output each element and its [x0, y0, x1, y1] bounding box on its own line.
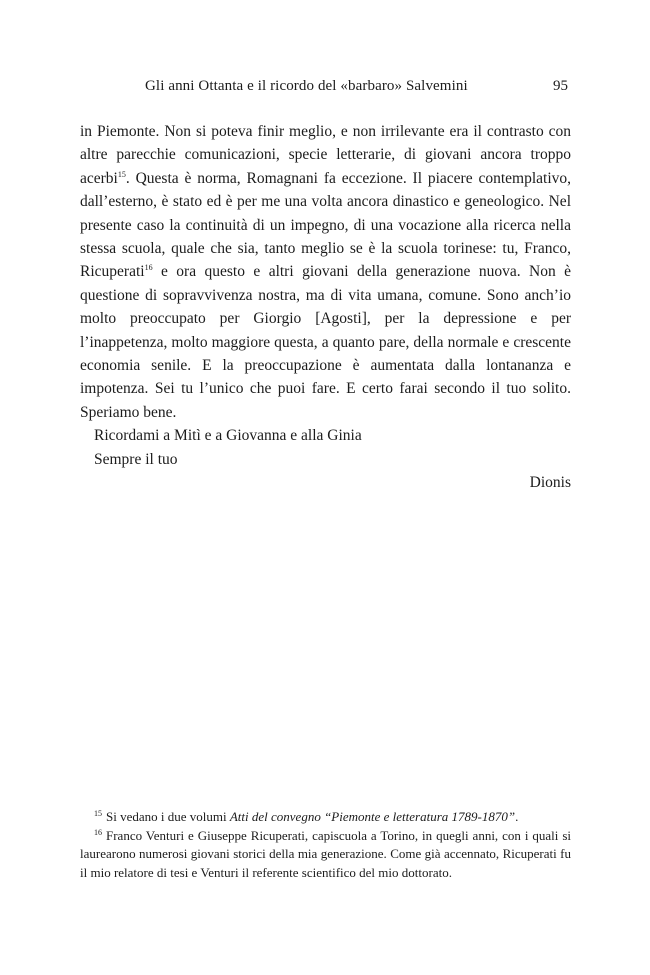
- footnote-ref-15: 15: [117, 169, 126, 179]
- footnote-number: 16: [94, 827, 102, 837]
- footnote-ref-16: 16: [144, 263, 153, 273]
- footnote-number: 15: [94, 809, 102, 818]
- footnote-15: [80, 808, 571, 827]
- paragraph-text: in Piemonte. Non si poteva finir meglio, e non irrilevante era il contrasto con altre parecchie comunicazioni, specie letterarie, di giovani ancora troppo acerbi: [80, 123, 571, 187]
- footnotes: [80, 808, 571, 882]
- letter-body: [80, 120, 571, 495]
- paragraph-text: . Questa è norma, Romagnani fa eccezione. Il piacere contemplativo, dall’esterno, è stato ed è per me una volta ancora dinastico e geneologico. Nel presente caso la continuità di un impegno, di una vocazione alla ricerca nella stessa scuola, quale che sia, tanto meglio se è la scuola torinese: tu, Franco, Ricuperati: [80, 169, 571, 281]
- closing-valediction: Sempre il tuo: [94, 450, 178, 468]
- footnote-text: .: [515, 809, 519, 824]
- signature: Dionis: [529, 474, 571, 492]
- footnote-text: Franco Venturi e Giuseppe Ricuperati, capiscuola a Torino, in quegli anni, con i quali si laurearono numerosi giovani storici della mia generazione. Come già accennato, Ricuperati fu il mio relatore di tesi e Venturi il referente scientifico del mio dottorato.: [80, 827, 571, 880]
- closing-greeting: Ricordami a Mitì e a Giovanna e alla Ginia: [94, 427, 362, 445]
- footnote-book-title: Atti del convegno “Piemonte e letteratura 1789-1870”: [229, 809, 516, 824]
- running-head: Gli anni Ottanta e il ricordo del «barbaro» Salvemini: [145, 78, 468, 94]
- footnote-16: [80, 827, 571, 883]
- letter-paragraph: [80, 120, 571, 424]
- page-number: 95: [553, 78, 568, 94]
- footnote-text: Si vedano i due volumi: [106, 809, 230, 824]
- paragraph-text: e ora questo e altri giovani della generazione nuova. Non è questione di sopravvivenza nostra, ma di vita umana, comune. Sono anch’io molto preoccupato per Giorgio [Agosti], per la depressione e per l’inappetenza, molto maggiore questa, a quanto pare, della normale e crescente economia senile. E la preoccupazione è aumentata dalla lontananza e impotenza. Sei tu l’unico che puoi fare. E certo farai secondo il tuo solito. Speriamo bene.: [80, 263, 571, 421]
